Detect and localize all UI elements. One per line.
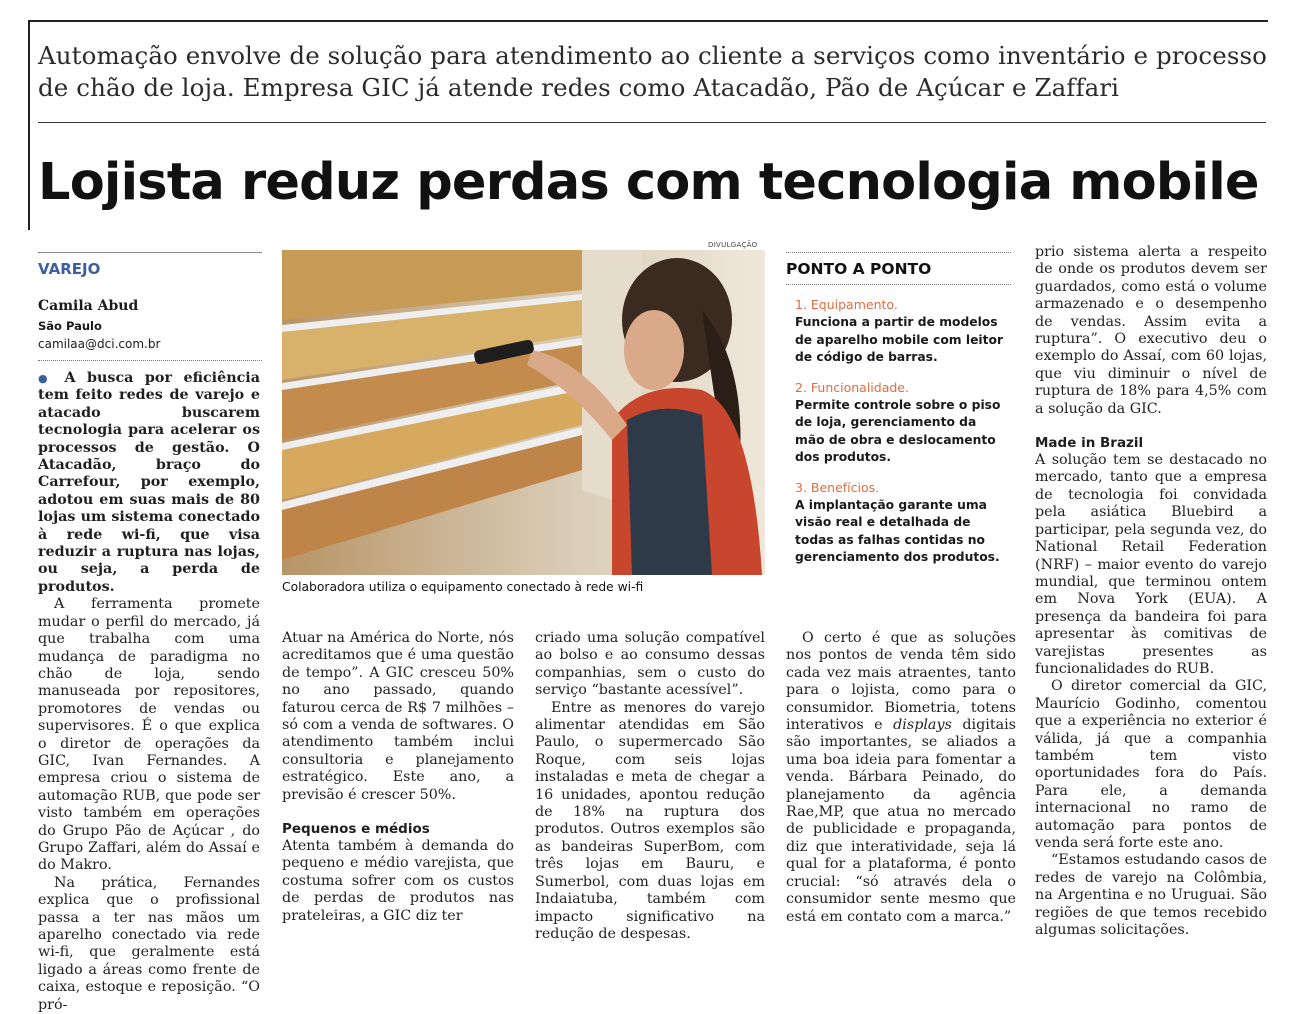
sidebar-rule (786, 284, 1011, 285)
sidebar-item-heading: 2. Funcionalidade. (795, 379, 909, 395)
paragraph: prio sistema alerta a respeito de onde os produtos devem ser guardados, como está o volume armazenado e o desempenho de vendas. Assim evita a ruptura”. O executivo deu o exemplo do Assaí, com 60 lojas, que viu diminuir o nível de ruptura de 18% para 4,5% com a solução da GIC. (1035, 244, 1267, 417)
sidebar-item-heading: 1. Equipamento. (795, 297, 898, 312)
article-column-2 (282, 630, 514, 925)
paragraph: A ferramenta promete mudar o perfil do mercado, já que trabalha com uma mudança de paradigma no chão de loja, sendo manuseada por repositores, promotores de vendas ou supervisores. É o que explica o diretor de operações da GIC, Ivan Fernandes. A empresa criou o sistema de automação RUB, que pode ser visto também em operações do Grupo Pão de Açúcar , do Grupo Zaffari, além do Assaí e do Makro. (38, 596, 260, 874)
sidebar-item (795, 479, 1010, 567)
subheading: Made in Brazil (1035, 435, 1144, 452)
article-column-4 (786, 630, 1016, 926)
paragraph-text: digitais são importantes, se aliados a uma boa ideia para fomentar a venda. Bárbara Peinado, do planejamento da agência Rae,MP, que atua no mercado de publicidade e propaganda, diz que interatividade, seja lá qual for a plataforma, é ponto crucial: “só através dela o consumidor sente mesmo que está em contato com a marca.” (786, 717, 1017, 925)
sidebar-box (795, 296, 1010, 579)
lead-paragraph (38, 370, 260, 596)
left-rule (28, 20, 30, 230)
headline: Lojista reduz perdas com tecnologia mobile (38, 153, 1259, 212)
paragraph: Atenta também à demanda do pequeno e médio varejista, que costuma sofrer com os custos de perdas de produtos nas prateleiras, a GIC diz ter (282, 838, 514, 924)
section-rule (38, 252, 262, 253)
paragraph (786, 630, 1016, 926)
author-email[interactable]: camilaa@dci.com.br (38, 337, 161, 351)
paragraph: A solução tem se destacado no mercado, tanto que a empresa de tecnologia foi convidada pela asiática Bluebird a participar, pela segunda vez, do National Retail Federation (NRF) – maior evento do varejo mundial, que terminou ontem em Nova York (EUA). A presença da bandeira foi para apresentar às comitivas de varejistas presentes as funcionalidades do RUB. (1035, 452, 1267, 677)
sidebar-item (795, 296, 1010, 367)
sidebar-item-text: Permite controle sobre o piso de loja, gerenciamento da mão de obra e deslocamento dos produtos. (795, 397, 1001, 464)
top-rule (28, 20, 1268, 22)
paragraph: criado uma solução compatível ao bolso e ao consumo dessas companhias, sem o custo do serviço “bastante acessível”. (535, 630, 765, 699)
author-name: Camila Abud (38, 298, 139, 314)
subhead-rule (38, 122, 1266, 123)
sidebar-item-text: Funciona a partir de modelos de aparelho mobile com leitor de código de barras. (795, 315, 1004, 364)
paragraph: Na prática, Fernandes explica que o profissional passa a ter nas mãos um aparelho conectado via rede wi-fi, que geralmente está ligado a áreas como frente de caixa, estoque e reposição. “O pró- (38, 874, 260, 1013)
photo-credit: DIVULGAÇÃO (708, 241, 758, 249)
emphasis-text: displays (893, 717, 952, 734)
sidebar-item-text: A implantação garante uma visão real e detalhada de todas as falhas contidas no gerenciamento dos produtos. (795, 497, 1000, 564)
paragraph: O diretor comercial da GIC, Maurício Godinho, comentou que a experiência no exterior é válida, já que a companhia também tem visto oportunidades fora do País. Para ele, a demanda internacional no ramo de automação para pontos de venda será forte este ano. (1035, 678, 1267, 851)
photo-illustration (282, 250, 765, 575)
author-location: São Paulo (38, 319, 102, 333)
paragraph-text: O certo é que as soluções nos pontos de venda têm sido cada vez mais atraentes, tanto para o lojista, como para o consumidor. Biometria, totens interativos e (786, 630, 1016, 734)
sidebar-item (795, 379, 1010, 467)
paragraph: Entre as menores do varejo alimentar atendidas em São Paulo, o supermercado São Roque, com seis lojas instaladas e meta de chegar a 16 unidades, apontou redução de 18% na ruptura dos produtos. Outros exemplos são as bandeiras SuperBom, com três lojas em Bauru, e Sumerbol, com duas lojas em Indaiatuba, também com impacto significativo na redução de despesas. (535, 699, 765, 942)
article-column-1 (38, 370, 260, 1014)
lead-text: A busca por eficiência tem feito redes de varejo e atacado buscarem tecnologia para acelerar os processos de gestão. O Atacadão, braço do Carrefour, por exemplo, adotou em suas mais de 80 lojas um sistema conectado à rede wi-fi, que visa reduzir a ruptura nas lojas, ou seja, a perda de produtos. (38, 370, 260, 595)
subheadline: Automação envolve de solução para atendimento ao cliente a serviços como inventário e processo de chão de loja. Empresa GIC já atende redes como Atacadão, Pão de Açúcar e Zaffari (38, 41, 1268, 102)
bullet-icon: ● (38, 372, 65, 385)
photo-supermarket-worker (282, 250, 765, 575)
sidebar-rule (786, 252, 1011, 253)
paragraph: “Estamos estudando casos de redes de varejo na Colômbia, na Argentina e no Uruguai. São regiões de que temos recebido algumas solicitações. (1035, 852, 1267, 939)
sidebar-title: PONTO A PONTO (786, 260, 932, 278)
photo-caption: Colaboradora utiliza o equipamento conectado à rede wi-fi (282, 580, 644, 594)
paragraph: Atuar na América do Norte, nós acreditamos que é uma questão de tempo”. A GIC cresceu 50% no ano passado, quando faturou cerca de R$ 7 milhões – só com a venda de softwares. O atendimento também inclui consultoria e planejamento estratégico. Este ano, a previsão é crescer 50%. (282, 630, 514, 803)
byline-rule (38, 360, 262, 361)
subheading: Pequenos e médios (282, 821, 430, 838)
article-column-5 (1035, 244, 1267, 939)
section-tag: VAREJO (38, 260, 101, 278)
article-column-3 (535, 630, 765, 943)
sidebar-item-heading: 3. Benefícios. (795, 479, 880, 495)
